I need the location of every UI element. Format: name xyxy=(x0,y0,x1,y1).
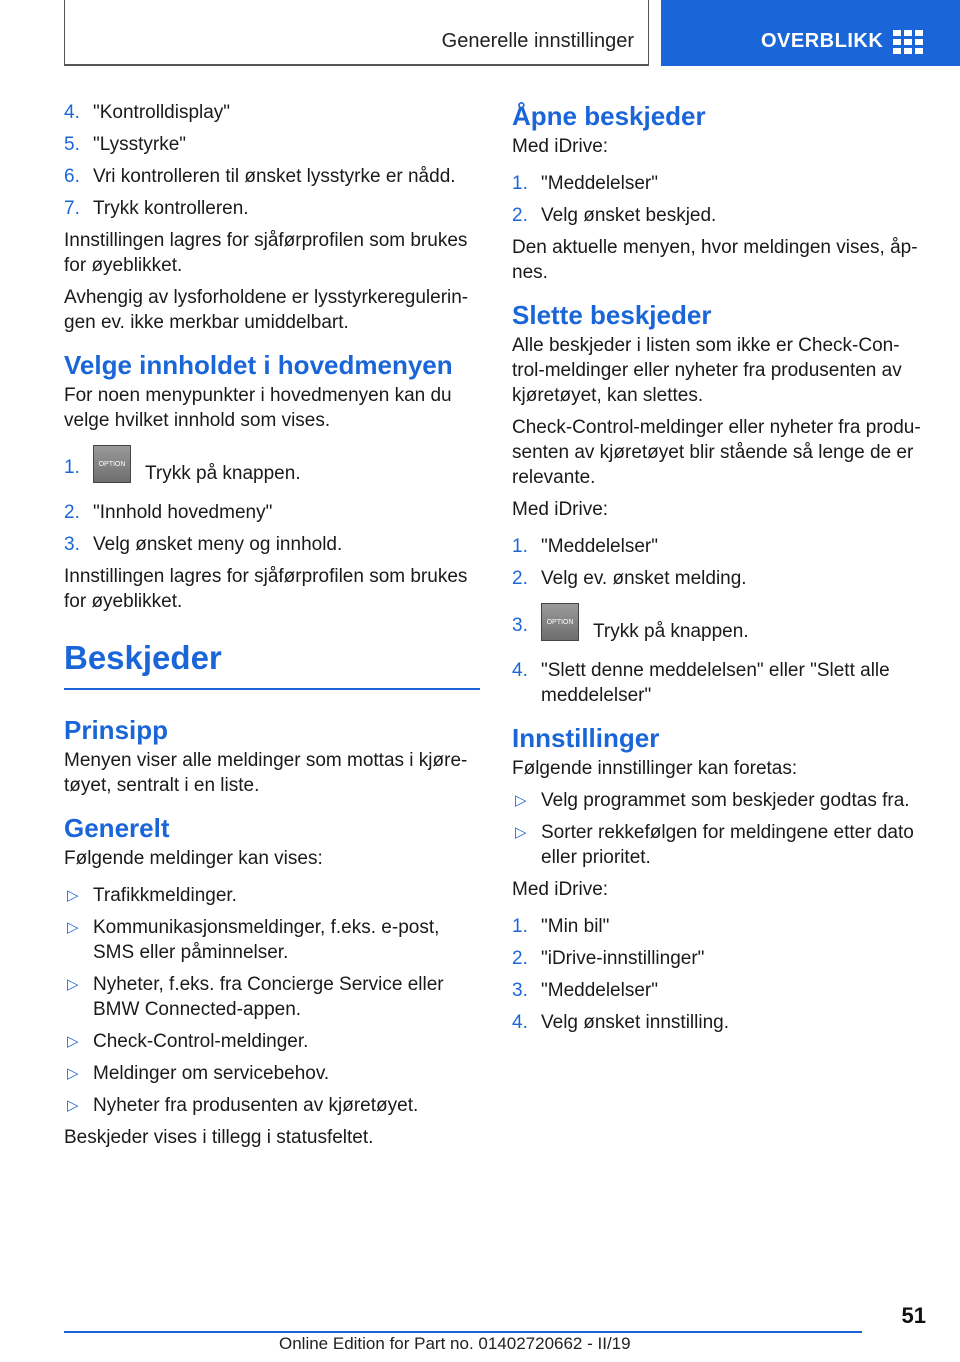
list-item: 1. "Meddelelser" xyxy=(512,173,658,194)
paragraph: Innstillingen lagres for sjåførprofilen som brukes for øyeblikket. xyxy=(64,230,468,276)
paragraph: Med iDrive: xyxy=(512,499,609,520)
triangle-bullet-icon: ▷ xyxy=(515,792,527,809)
list-item: 1. OPTION Trykk på knappen. xyxy=(64,455,484,493)
list-item: 4. "Kontrolldisplay" xyxy=(64,102,231,123)
page-number: 51 xyxy=(901,1303,926,1328)
paragraph: Innstillingen lagres for sjåførprofilen som brukes for øyeblikket. xyxy=(64,566,468,612)
paragraph: Følgende meldinger kan vises: xyxy=(64,848,323,869)
paragraph: Beskjeder vises i tillegg i statusfeltet. xyxy=(64,1127,374,1148)
list-item: ▷ Velg programmet som beskjeder godtas fra. xyxy=(515,790,910,811)
paragraph: Menyen viser alle meldinger som mottas i kjøre‐tøyet, sentralt i en liste. xyxy=(64,750,468,796)
triangle-bullet-icon: ▷ xyxy=(67,919,79,936)
list-item: ▷ Trafikkmeldinger. xyxy=(67,885,237,906)
triangle-bullet-icon: ▷ xyxy=(515,824,527,841)
overview-label: OVERBLIKK xyxy=(761,30,884,52)
paragraph: Med iDrive: xyxy=(512,136,609,157)
heading-generelt: Generelt xyxy=(64,813,170,843)
footer-divider xyxy=(64,1331,862,1333)
heading-velge-innhold: Velge innholdet i hovedmenyen xyxy=(64,350,453,380)
right-column xyxy=(512,100,932,1042)
list-item: 3. Velg ønsket meny og innhold. xyxy=(64,534,343,555)
triangle-bullet-icon: ▷ xyxy=(67,1097,79,1114)
triangle-bullet-icon: ▷ xyxy=(67,1065,79,1082)
list-item: 3. OPTION Trykk på knappen. xyxy=(512,613,932,651)
paragraph: Avhengig av lysforholdene er lysstyrkeregulerin‐gen ev. ikke merkbar umiddelbart. xyxy=(64,287,469,333)
heading-apne-beskjeder: Åpne beskjeder xyxy=(512,101,706,131)
list-item: 6. Vri kontrolleren til ønsket lysstyrke er nådd. xyxy=(64,166,456,187)
list-item: 1. "Min bil" xyxy=(512,916,610,937)
list-item: ▷ Check-Control-meldinger. xyxy=(67,1031,309,1052)
list-item: ▷ Nyheter fra produsenten av kjøretøyet. xyxy=(67,1095,419,1116)
option-button-icon: OPTION xyxy=(541,603,579,641)
list-item: ▷ Nyheter, f.eks. fra Concierge Service eller BMW Connected-appen. xyxy=(67,974,444,1020)
list-item: 4. Velg ønsket innstilling. xyxy=(512,1012,729,1033)
list-item: ▷ Kommunikasjonsmeldinger, f.eks. e-post, SMS eller påminnelser. xyxy=(67,917,440,963)
paragraph: For noen menypunkter i hovedmenyen kan du velge hvilket innhold som vises. xyxy=(64,385,452,431)
footer-edition: Online Edition for Part no. 01402720662 - II/19 xyxy=(279,1334,631,1353)
grid-menu-icon xyxy=(893,30,923,54)
triangle-bullet-icon: ▷ xyxy=(67,887,79,904)
header-section-title: Generelle innstillinger xyxy=(441,30,634,52)
list-item: 2. "Innhold hovedmeny" xyxy=(64,502,273,523)
list-item: 7. Trykk kontrolleren. xyxy=(64,198,249,219)
left-column xyxy=(64,100,484,1157)
triangle-bullet-icon: ▷ xyxy=(67,976,79,993)
list-item: 5. "Lysstyrke" xyxy=(64,134,187,155)
heading-slette-beskjeder: Slette beskjeder xyxy=(512,300,712,330)
list-item: ▷ Meldinger om servicebehov. xyxy=(67,1063,330,1084)
list-item: ▷ Sorter rekkefølgen for meldingene etter dato eller prioritet. xyxy=(515,822,914,868)
chapter-title-beskjeder: Beskjeder xyxy=(64,638,480,690)
paragraph: Følgende innstillinger kan foretas: xyxy=(512,758,798,779)
heading-prinsipp: Prinsipp xyxy=(64,715,169,745)
list-item: 2. Velg ev. ønsket melding. xyxy=(512,568,747,589)
paragraph: Den aktuelle menyen, hvor meldingen vises, åp‐nes. xyxy=(512,237,918,283)
option-button-icon: OPTION xyxy=(93,445,131,483)
list-item: 2. "iDrive-innstillinger" xyxy=(512,948,705,969)
list-item: 1. "Meddelelser" xyxy=(512,536,658,557)
heading-innstillinger: Innstillinger xyxy=(512,723,660,753)
list-item: 3. "Meddelelser" xyxy=(512,980,658,1001)
paragraph: Check-Control-meldinger eller nyheter fra produ‐senten av kjøretøyet blir stående så lenge de er relevante. xyxy=(512,417,921,488)
triangle-bullet-icon: ▷ xyxy=(67,1033,79,1050)
list-item: 2. Velg ønsket beskjed. xyxy=(512,205,717,226)
paragraph: Alle beskjeder i listen som ikke er Check-Con‐trol-meldinger eller nyheter fra produsenten av kjøretøyet, kan slettes. xyxy=(512,335,902,406)
overview-button[interactable] xyxy=(661,0,960,66)
list-item: 4. "Slett denne meddelelsen" eller "Slett alle meddelelser" xyxy=(512,660,890,706)
paragraph: Med iDrive: xyxy=(512,879,609,900)
header-section-box xyxy=(64,0,649,66)
